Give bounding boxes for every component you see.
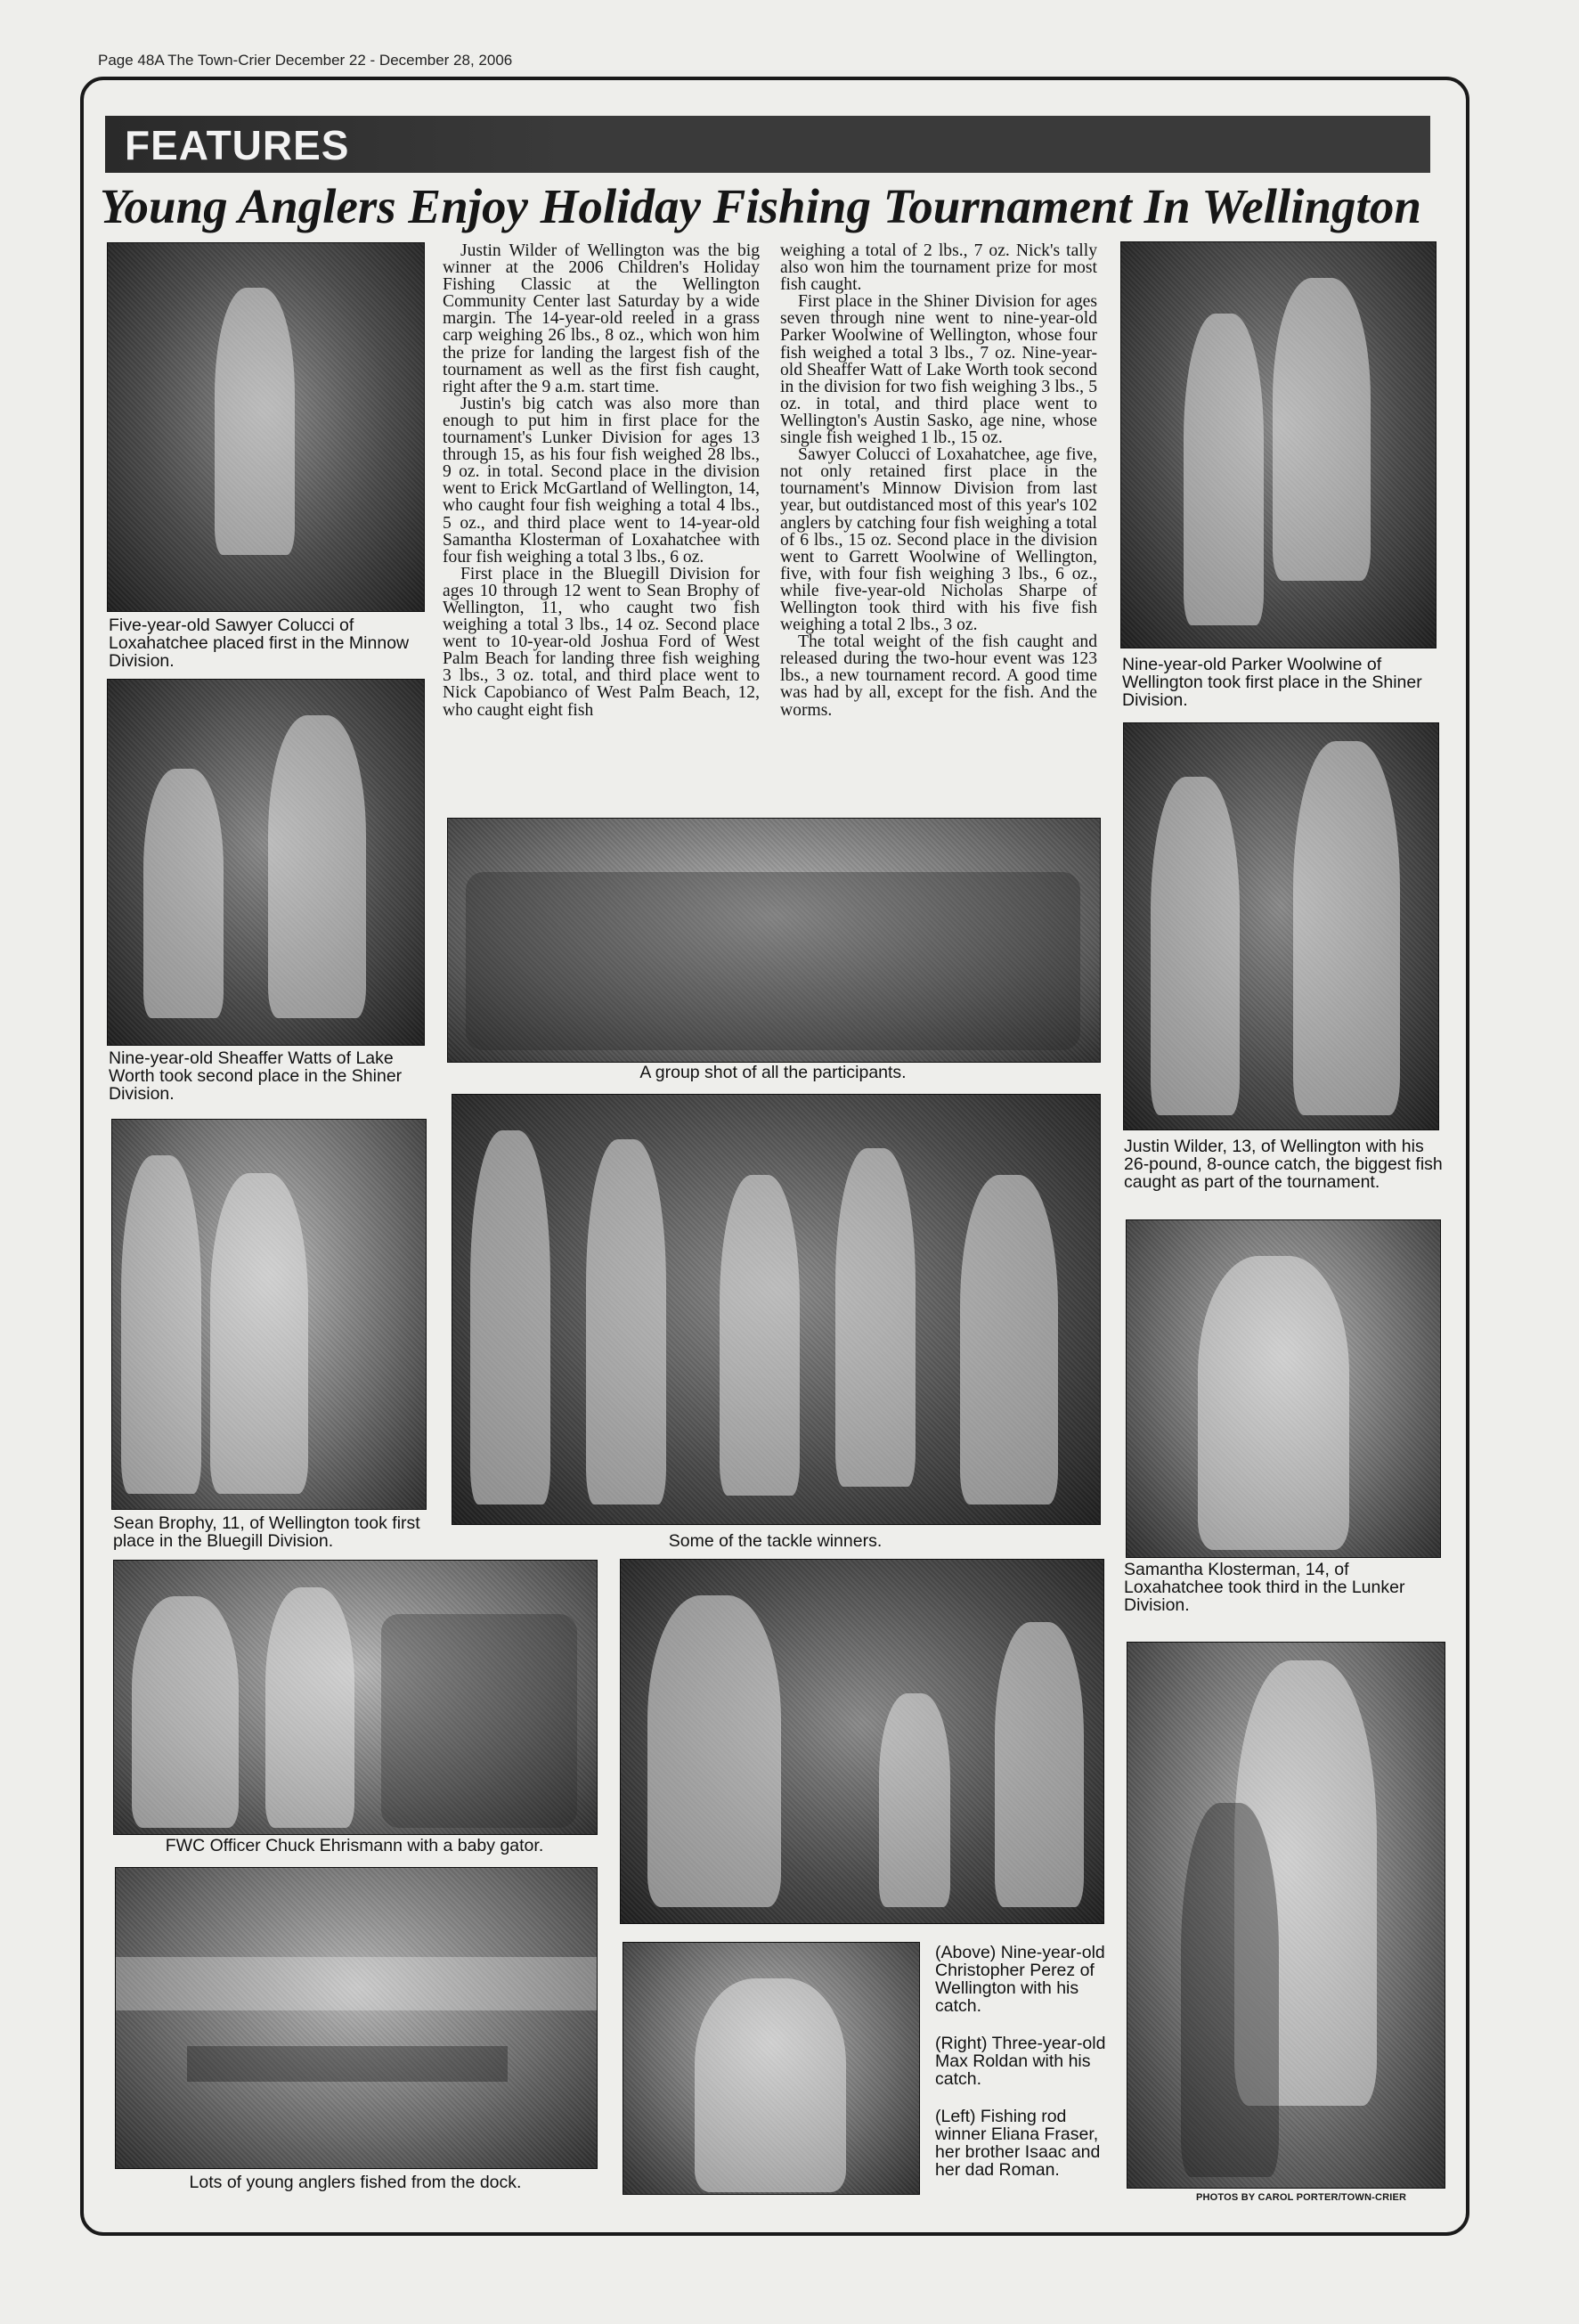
photo-sheaffer-watts xyxy=(107,679,425,1046)
caption-justin: Justin Wilder, 13, of Wellington with his 26-pound, 8-ounce catch, the biggest fish caught as part of the tournament. xyxy=(1124,1137,1443,1192)
paragraph: Sawyer Colucci of Loxahatchee, age five, not only retained first place in the tournament's Minnow Division from last year, but outdistanced most of this year's 102 anglers by catching four fish weighing a total of 6 lbs., 15 oz. Second place in the division went to Garrett Woolwine of Wellington, five, with four fish weighing 3 lbs., 6 oz., while five-year-old Nicholas Sharpe of Wellington took third with his five fish weighing a total 2 lbs., 3 oz. xyxy=(780,445,1097,635)
photo-credit: PHOTOS BY CAROL PORTER/TOWN-CRIER xyxy=(1196,2192,1407,2203)
caption-above: (Above) Nine-year-old Christopher Perez of Wellington with his catch. xyxy=(935,1943,1105,2016)
caption-dock: Lots of young anglers fished from the dock. xyxy=(189,2173,522,2192)
page-header: Page 48A The Town-Crier December 22 - December 28, 2006 xyxy=(98,52,513,69)
photo-samantha-klosterman xyxy=(1126,1219,1441,1558)
photo-parker-woolwine xyxy=(1120,241,1437,648)
caption-fwc: FWC Officer Chuck Ehrismann with a baby gator. xyxy=(165,1836,544,1855)
caption-right: (Right) Three-year-old Max Roldan with his catch. xyxy=(935,2034,1106,2089)
headline: Young Anglers Enjoy Holiday Fishing Tournament In Wellington xyxy=(100,179,1421,233)
section-label: FEATURES xyxy=(125,122,350,168)
caption-samantha: Samantha Klosterman, 14, of Loxahatchee took third in the Lunker Division. xyxy=(1124,1560,1405,1615)
caption-sheaffer: Nine-year-old Sheaffer Watts of Lake Worth took second place in the Shiner Division. xyxy=(109,1048,403,1104)
paragraph: Justin Wilder of Wellington was the big winner at the 2006 Children's Holiday Fishing Classic at the Wellington Community Center last Saturday by a wide margin. The 14-year-old reeled in a grass carp weighing 26 lbs., 8 oz., which won him the prize for landing the largest fish of the tournament as well as the first fish caught, right after the 9 a.m. start time. xyxy=(443,241,760,396)
caption-group: A group shot of all the participants. xyxy=(639,1063,907,1082)
photo-tackle-winners xyxy=(452,1094,1101,1525)
photo-group-shot xyxy=(447,818,1101,1063)
caption-sean: Sean Brophy, 11, of Wellington took first place in the Bluegill Division. xyxy=(113,1513,420,1551)
paragraph: weighing a total of 2 lbs., 7 oz. Nick's tally also won him the tournament prize for most fish caught. xyxy=(780,241,1097,295)
section-banner xyxy=(105,116,1430,173)
photo-christopher-perez xyxy=(620,1559,1104,1924)
paragraph: The total weight of the fish caught and released during the two-hour event was 123 lbs., a new tournament record. A good time was had by all, except for the fish. And the worms. xyxy=(780,632,1097,720)
article-column-2 xyxy=(780,242,1097,719)
caption-tackle: Some of the tackle winners. xyxy=(668,1531,883,1551)
paragraph: First place in the Shiner Division for ages seven through nine went to nine-year-old Parker Woolwine of Wellington, whose four fish weighed a total 3 lbs., 7 oz. Nine-year-old Sheaffer Watt of Lake Worth took second in the division for two fish weighing 3 lbs., 5 oz. in total, and third place went to Wellington's Austin Sasko, age nine, whose single fish weighed 1 lb., 15 oz. xyxy=(780,292,1097,448)
caption-sawyer: Five-year-old Sawyer Colucci of Loxahatchee placed first in the Minnow Division. xyxy=(109,616,410,671)
photo-max-roldan xyxy=(1127,1642,1445,2189)
photo-sean-brophy xyxy=(111,1119,427,1510)
article-column-1 xyxy=(443,242,760,719)
paragraph: Justin's big catch was also more than enough to put him in first place for the tournament's Lunker Division for ages 13 through 15, as his four fish weighed 28 lbs., 9 oz. in total. Second place in the division went to Erick McGartland of Wellington, 14, who caught four fish weighing a total 4 lbs., 5 oz., and third place went to 14-year-old Samantha Klosterman of Loxahatchee with four fish weighing a total 3 lbs., 6 oz. xyxy=(443,394,760,567)
photo-justin-wilder xyxy=(1123,722,1439,1130)
photo-eliana-fraser xyxy=(623,1942,920,2195)
caption-parker: Nine-year-old Parker Woolwine of Wellington took first place in the Shiner Division. xyxy=(1122,655,1422,710)
paragraph: First place in the Bluegill Division for ages 10 through 12 went to Sean Brophy of Wellington, 11, who caught two fish weighing a total 3 lbs., 14 oz. Second place went to 10-year-old Joshua Ford of West Palm Beach for landing three fish weighing 3 lbs., 3 oz. total, and third place went to Nick Capobianco of West Palm Beach, 12, who caught eight fish xyxy=(443,564,760,720)
photo-sawyer-colucci xyxy=(107,242,425,612)
caption-left: (Left) Fishing rod winner Eliana Fraser, her brother Isaac and her dad Roman. xyxy=(935,2107,1101,2180)
photo-dock xyxy=(115,1867,598,2169)
photo-fwc-gator xyxy=(113,1560,598,1835)
